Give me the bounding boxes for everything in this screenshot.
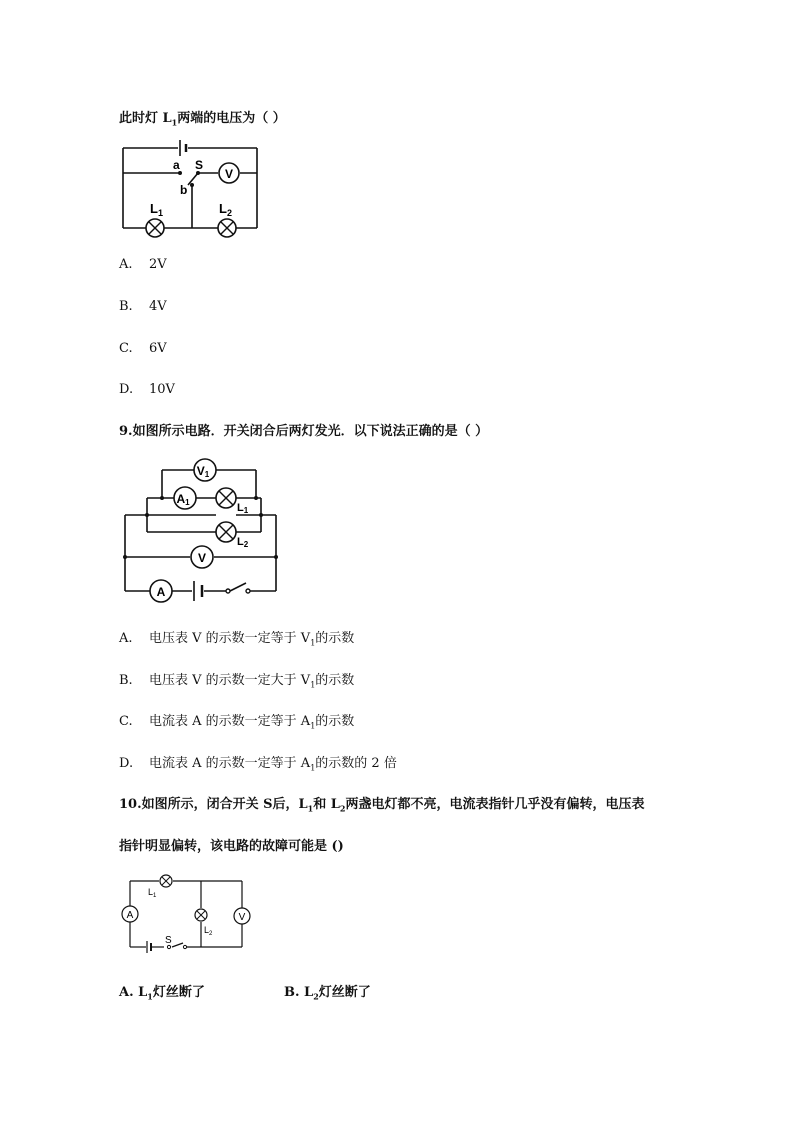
q10-stem-line-2: 指针明显偏转，该电路的故障可能是 () [119, 839, 344, 854]
q8-option-a: A. 2V [119, 257, 167, 272]
q8-option-b: B. 4V [119, 299, 167, 314]
q10-circuit-diagram [120, 873, 255, 953]
svg-text:L2: $L_2$ [219, 201, 232, 218]
svg-text:V: V [224, 167, 234, 181]
lamp-l2-icon [216, 522, 236, 542]
svg-text:L1: L1 [237, 502, 249, 515]
svg-text:V: V [197, 551, 207, 565]
q9-option-d: D. 电流表 A 的示数一定等于 $A_1$的示数的 2 倍 [119, 756, 397, 773]
q8-option-c: C. 6V [119, 341, 167, 356]
lamp-l1-icon [146, 219, 164, 237]
svg-text:L2: $L_2$ [204, 925, 213, 937]
svg-text:a: a [173, 158, 180, 172]
q9-option-a: A. 电压表 V 的示数一定等于 $V_1$的示数 [119, 631, 355, 648]
q8-circuit-diagram [120, 140, 260, 240]
q9-option-c: C. 电流表 A 的示数一定等于 $A_1$的示数 [119, 714, 355, 731]
svg-text:S: S [195, 158, 204, 172]
q10-option-b: B. $L_2$灯丝断了 [284, 985, 371, 1002]
q8-option-d: D. 10V [119, 382, 175, 397]
q9-stem: 9.如图所示电路．开关闭合后两灯发光．以下说法正确的是（ ） [119, 424, 489, 439]
svg-text:V1: V1 [196, 464, 210, 479]
svg-text:L2: L2 [237, 536, 249, 549]
q10-stem-line-1: 10.如图所示，闭合开关 S后，$L_1$和 $L_2$两盏电灯都不亮，电流表指针几乎没有偏转，电压表 [119, 797, 645, 814]
lamp-l1-icon [216, 488, 236, 508]
lamp-l2-icon [218, 219, 236, 237]
q9-option-b: B. 电压表 V 的示数一定大于 $V_1$的示数 [119, 673, 355, 690]
svg-text:L1: $L_1$ [148, 887, 157, 899]
lamp-l1-icon [160, 875, 172, 887]
q8-stem: 此时灯 $L_1$两端的电压为（ ） [119, 111, 286, 128]
svg-text:b: b [180, 183, 188, 197]
q10-option-a: A. $L_1$灯丝断了 [119, 985, 205, 1002]
svg-text:L1: $L_1$ [150, 201, 163, 218]
q9-circuit-diagram [122, 455, 282, 605]
svg-text:A: A [126, 910, 134, 921]
svg-text:S: S [165, 935, 172, 946]
svg-text:V: V [238, 912, 246, 923]
svg-text:A1: A1 [176, 492, 190, 507]
lamp-l2-icon [195, 909, 207, 921]
svg-text:A: A [156, 585, 166, 599]
